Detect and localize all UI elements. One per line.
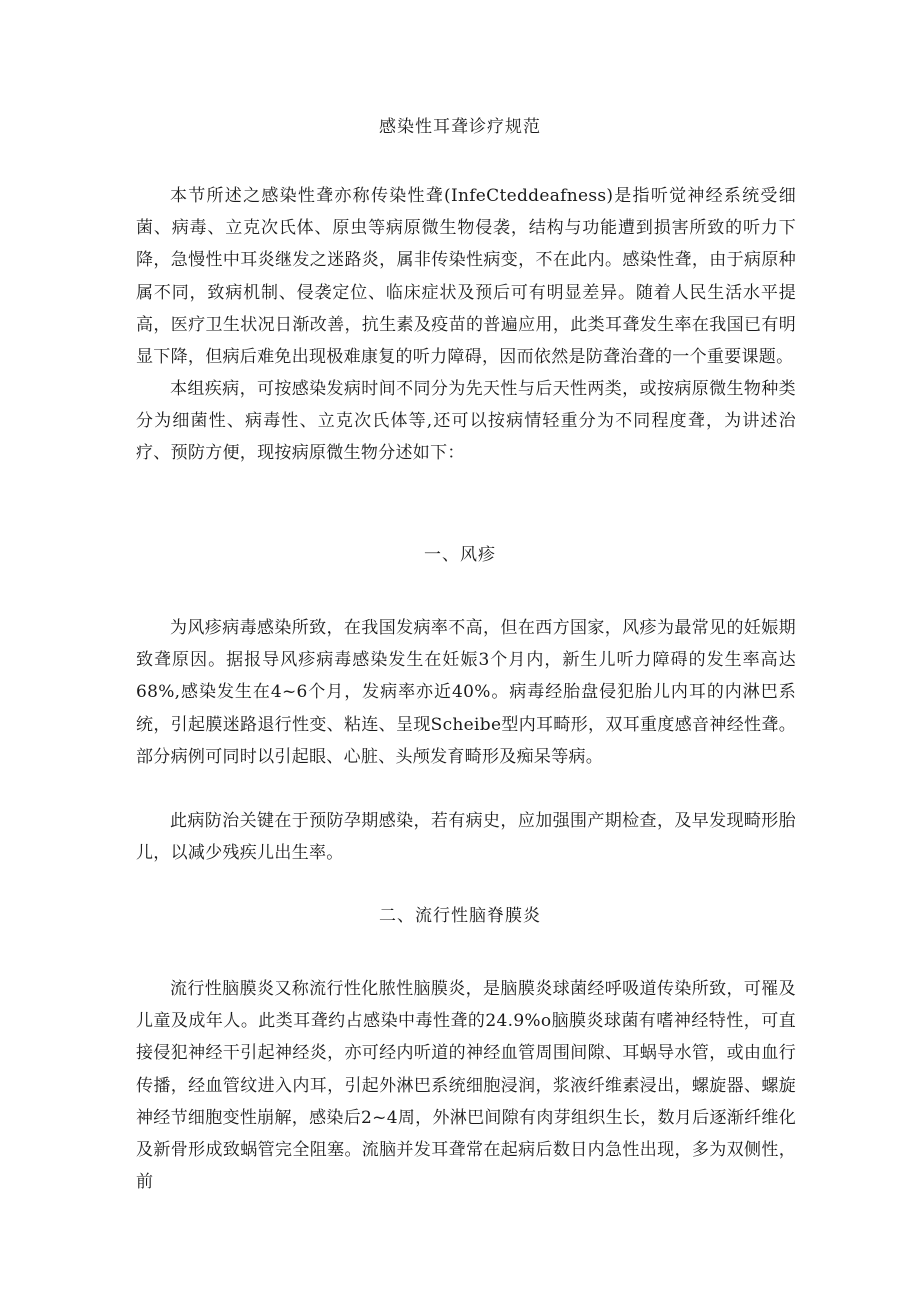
rubella-paragraph-1: 为风疹病毒感染所致，在我国发病率不高，但在西方国家，风疹为最常见的妊娠期致聋原因。据报导风疹病毒感染发生在妊娠3个月内，新生儿听力障碍的发生率高达68%,感染发生在4~6个月，发病率亦近40%。病毒经胎盘侵犯胎儿内耳的内淋巴系统，引起膜迷路退行性变、粘连、呈现Scheibe型内耳畸形，双耳重度感音神经性聋。部分病例可同时以引起眼、心脏、头颅发育畸形及痴呆等病。 — [136, 618, 796, 767]
intro-paragraph-2: 本组疾病，可按感染发病时间不同分为先天性与后天性两类，或按病原微生物种类分为细菌性、病毒性、立克次氏体等,还可以按病情轻重分为不同程度聋，为讲述治疗、预防方便，现按病原微生物分述如下： — [136, 379, 796, 464]
section-heading-meningitis: 二、流行性脑脊膜炎 — [379, 906, 541, 926]
intro-paragraph-1: 本节所述之感染性聋亦称传染性聋(InfeCteddeafness)是指听觉神经系统受细菌、病毒、立克次氏体、原虫等病原微生物侵袭，结构与功能遭到损害所致的听力下降，急慢性中耳炎继发之迷路炎，属非传染性病变，不在此内。感染性聋，由于病原种属不同，致病机制、侵袭定位、临床症状及预后可有明显差异。随着人民生活水平提高，医疗卫生状况日渐改善，抗生素及疫苗的普遍应用，此类耳聋发生率在我国已有明显下降，但病后难免出现极难康复的听力障碍，因而依然是防聋治聋的一个重要课题。 — [136, 186, 796, 368]
section-heading-rubella: 一、风疹 — [424, 545, 496, 565]
meningitis-paragraph-1: 流行性脑膜炎又称流行性化脓性脑膜炎，是脑膜炎球菌经呼吸道传染所致，可罹及儿童及成年人。此类耳聋约占感染中毒性聋的24.9%o脑膜炎球菌有嗜神经特性，可直接侵犯神经干引起神经炎，亦可经内听道的神经血管周围间隙、耳蜗导水管，或由血行传播，经血管纹进入内耳，引起外淋巴系统细胞浸润，浆液纤维素浸出，螺旋器、螺旋神经节细胞变性崩解，感染后2~4周，外淋巴间隙有肉芽组织生长，数月后逐渐纤维化及新骨形成致蜗管完全阻塞。流脑并发耳聋常在起病后数日内急性出现，多为双侧性，前 — [136, 979, 796, 1193]
document-title: 感染性耳聋诊疗规范 — [379, 117, 541, 137]
rubella-paragraph-2: 此病防治关键在于预防孕期感染，若有病史，应加强围产期检查，及早发现畸形胎儿，以减少残疾儿出生率。 — [136, 811, 796, 864]
